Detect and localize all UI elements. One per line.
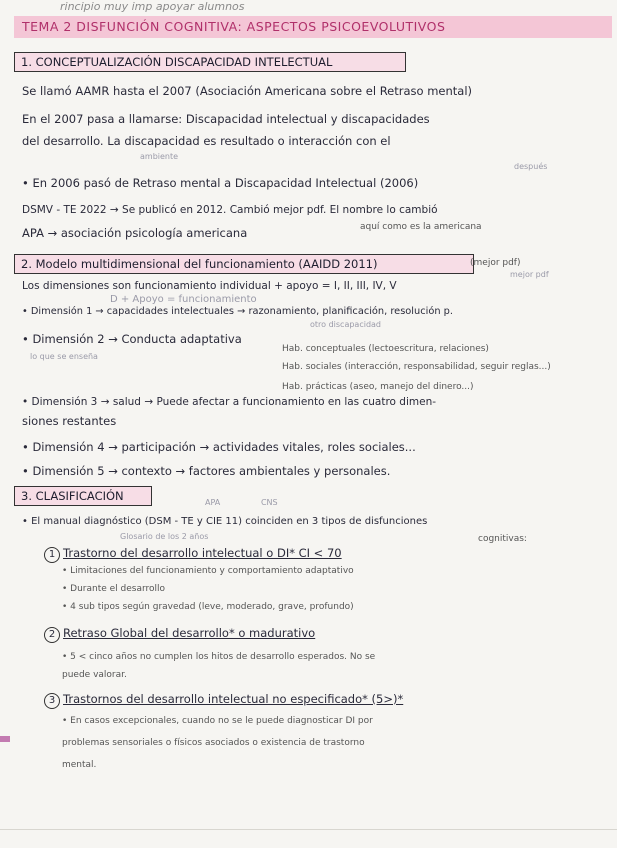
text-line: cognitivas: bbox=[478, 534, 527, 544]
section-heading-3: 3. CLASIFICACIÓN bbox=[14, 486, 152, 506]
number-circle: 3 bbox=[44, 693, 60, 709]
text-line: Hab. prácticas (aseo, manejo del dinero...) bbox=[282, 382, 474, 392]
text-line: problemas sensoriales o físicos asociados o existencia de trastorno bbox=[62, 738, 365, 748]
text-line: Hab. conceptuales (lectoescritura, relaciones) bbox=[282, 344, 489, 354]
text-line: • Dimensión 1 → capacidades intelectuales → razonamiento, planificación, resolución p. bbox=[22, 306, 453, 317]
annotation: lo que se enseña bbox=[30, 352, 98, 361]
text-line: Hab. sociales (interacción, responsabilidad, seguir reglas...) bbox=[282, 362, 551, 372]
section-heading-1: 1. CONCEPTUALIZACIÓN DISCAPACIDAD INTELECTUAL bbox=[14, 52, 406, 72]
list-item bbox=[44, 546, 342, 563]
annotation: D + Apoyo = funcionamiento bbox=[110, 294, 257, 305]
text-line: • El manual diagnóstico (DSM - TE y CIE 11) coinciden en 3 tipos de disfunciones bbox=[22, 516, 428, 527]
text-line: • Dimensión 5 → contexto → factores ambientales y personales. bbox=[22, 464, 391, 478]
top-note: rincipio muy imp apoyar alumnos bbox=[60, 0, 245, 13]
item-title: Retraso Global del desarrollo* o madurativo bbox=[63, 626, 316, 640]
text-line: • Dimensión 2 → Conducta adaptativa bbox=[22, 332, 242, 346]
text-line: • 5 < cinco años no cumplen los hitos de desarrollo esperados. No se bbox=[62, 652, 376, 662]
annotation: otro discapacidad bbox=[310, 320, 382, 329]
item-title: Trastornos del desarrollo intelectual no especificado* (5>)* bbox=[63, 692, 404, 706]
text-line: Se llamó AAMR hasta el 2007 (Asociación Americana sobre el Retraso mental) bbox=[22, 84, 473, 98]
text-line: DSMV - TE 2022 → Se publicó en 2012. Cambió mejor pdf. El nombre lo cambió bbox=[22, 204, 438, 216]
text-line: En el 2007 pasa a llamarse: Discapacidad intelectual y discapacidades bbox=[22, 112, 430, 126]
text-line: • Dimensión 4 → participación → actividades vitales, roles sociales... bbox=[22, 440, 416, 454]
margin-mark bbox=[0, 736, 10, 742]
text-line: del desarrollo. La discapacidad es resultado o interacción con el bbox=[22, 134, 391, 148]
annotation: APA CNS bbox=[205, 498, 278, 507]
text-line: • 4 sub tipos según gravedad (leve, moderado, grave, profundo) bbox=[62, 602, 354, 612]
text-line: puede valorar. bbox=[62, 670, 127, 680]
text-line: • Dimensión 3 → salud → Puede afectar a funcionamiento en las cuatro dimen- bbox=[22, 396, 437, 408]
page-edge bbox=[0, 829, 617, 830]
text-line: • Limitaciones del funcionamiento y comportamiento adaptativo bbox=[62, 566, 354, 576]
section-heading-2: 2. Modelo multidimensional del funcionamiento (AAIDD 2011) bbox=[14, 254, 474, 274]
text-line: Los dimensiones son funcionamiento individual + apoyo = I, II, III, IV, V bbox=[22, 280, 397, 292]
text-line: mental. bbox=[62, 760, 97, 770]
item-title: Trastorno del desarrollo intelectual o DI* CI < 70 bbox=[63, 546, 342, 560]
number-circle: 2 bbox=[44, 627, 60, 643]
annotation: ambiente bbox=[140, 152, 179, 161]
text-line: siones restantes bbox=[22, 414, 117, 428]
annotation: aquí como es la americana bbox=[360, 222, 482, 232]
text-line: • Durante el desarrollo bbox=[62, 584, 166, 594]
number-circle: 1 bbox=[44, 547, 60, 563]
annotation: (mejor pdf) bbox=[470, 258, 521, 268]
text-line: • En 2006 pasó de Retraso mental a Discapacidad Intelectual (2006) bbox=[22, 176, 419, 190]
text-line: • En casos excepcionales, cuando no se le puede diagnosticar DI por bbox=[62, 716, 373, 726]
annotation: después bbox=[514, 162, 548, 171]
text-line: APA → asociación psicología americana bbox=[22, 226, 248, 240]
page-title: TEMA 2 DISFUNCIÓN COGNITIVA: ASPECTOS PSICOEVOLUTIVOS bbox=[14, 16, 612, 38]
annotation: Glosario de los 2 años bbox=[120, 532, 209, 541]
list-item bbox=[44, 626, 315, 643]
list-item bbox=[44, 692, 403, 709]
annotation: mejor pdf bbox=[510, 270, 549, 279]
